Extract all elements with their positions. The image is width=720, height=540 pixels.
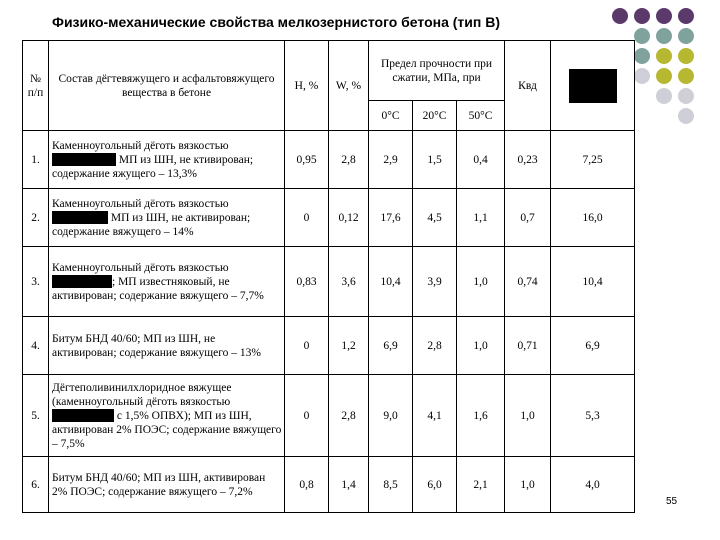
decor-dot: [634, 28, 650, 44]
row-description: [49, 247, 285, 317]
row-number: 4.: [23, 317, 49, 375]
cell-r0: 6,9: [369, 317, 413, 375]
decor-dot: [678, 108, 694, 124]
cell-kvd: 0,71: [505, 317, 551, 375]
decor-dot: [656, 8, 672, 24]
cell-w: 2,8: [329, 131, 369, 189]
cell-w: 1,4: [329, 457, 369, 513]
page-number: 55: [666, 496, 678, 507]
redacted-text: [52, 153, 116, 166]
cell-r20: 6,0: [413, 457, 457, 513]
header-t0: 0°С: [369, 101, 413, 131]
desc-part: с 1,5% ОПВХ); МП из ШН, активирован 2% ПОЭС; содержание вяжущего – 7,5%: [52, 409, 282, 450]
decor-dot: [656, 88, 672, 104]
cell-last: 5,3: [551, 375, 635, 457]
cell-r20: 3,9: [413, 247, 457, 317]
row-description: [49, 131, 285, 189]
table-row: [23, 317, 635, 375]
decor-dot: [678, 88, 694, 104]
cell-h: 0: [285, 375, 329, 457]
row-number: 3.: [23, 247, 49, 317]
decor-dot: [634, 48, 650, 64]
cell-last: 6,9: [551, 317, 635, 375]
cell-kvd: 1,0: [505, 375, 551, 457]
cell-kvd: 0,23: [505, 131, 551, 189]
cell-h: 0,8: [285, 457, 329, 513]
desc-part: Битум БНД 40/60; МП из ШН, не активирован; содержание вяжущего – 13%: [52, 332, 261, 359]
redacted-text: [52, 409, 114, 422]
row-number: 2.: [23, 189, 49, 247]
header-row: [23, 41, 635, 101]
desc-part: МП из ШН, не активирован; содержание вяжущего – 14%: [52, 211, 251, 238]
cell-r0: 8,5: [369, 457, 413, 513]
header-strength: Предел прочности при сжатии, МПа, при: [369, 41, 505, 101]
header-w: W, %: [329, 41, 369, 131]
header-h: Н, %: [285, 41, 329, 131]
table-row: [23, 189, 635, 247]
decor-dot: [634, 8, 650, 24]
desc-part: Каменноугольный дёготь вязкостью: [52, 261, 229, 274]
cell-h: 0: [285, 317, 329, 375]
row-description: [49, 317, 285, 375]
header-num: № п/п: [23, 41, 49, 131]
cell-r20: 1,5: [413, 131, 457, 189]
cell-w: 1,2: [329, 317, 369, 375]
row-number: 5.: [23, 375, 49, 457]
cell-last: 7,25: [551, 131, 635, 189]
cell-kvd: 1,0: [505, 457, 551, 513]
desc-part: Каменноугольный дёготь вязкостью: [52, 139, 229, 152]
cell-r20: 4,1: [413, 375, 457, 457]
cell-kvd: 0,74: [505, 247, 551, 317]
cell-r50: 1,0: [457, 247, 505, 317]
cell-h: 0: [285, 189, 329, 247]
decor-dot: [634, 68, 650, 84]
table-row: [23, 131, 635, 189]
properties-table: [22, 40, 635, 513]
cell-w: 0,12: [329, 189, 369, 247]
row-description: [49, 375, 285, 457]
cell-r20: 2,8: [413, 317, 457, 375]
cell-r50: 1,1: [457, 189, 505, 247]
redacted-box: [569, 69, 617, 103]
row-number: 1.: [23, 131, 49, 189]
table-row: [23, 375, 635, 457]
table-row: [23, 247, 635, 317]
cell-w: 2,8: [329, 375, 369, 457]
desc-part: Каменноугольный дёготь вязкостью: [52, 197, 229, 210]
row-number: 6.: [23, 457, 49, 513]
header-kvd-extra: [551, 41, 635, 131]
cell-h: 0,83: [285, 247, 329, 317]
cell-last: 4,0: [551, 457, 635, 513]
desc-part: МП из ШН, не ктивирован; содержание яжущего – 13,3%: [52, 153, 254, 180]
desc-part: ; МП известняковый, не активирован; содержание вяжущего – 7,7%: [52, 275, 264, 302]
decor-dot: [678, 48, 694, 64]
cell-last: 16,0: [551, 189, 635, 247]
cell-h: 0,95: [285, 131, 329, 189]
cell-r20: 4,5: [413, 189, 457, 247]
desc-part: Дёгтеполивинилхлоридное вяжущее (каменноугольный дёготь вязкостью: [52, 381, 232, 408]
header-t50: 50°С: [457, 101, 505, 131]
header-kvd: Квд: [505, 41, 551, 131]
redacted-text: [52, 211, 108, 224]
cell-r50: 1,0: [457, 317, 505, 375]
cell-last: 10,4: [551, 247, 635, 317]
row-description: [49, 457, 285, 513]
cell-r50: 2,1: [457, 457, 505, 513]
cell-kvd: 0,7: [505, 189, 551, 247]
table-row: [23, 457, 635, 513]
decor-dot: [678, 28, 694, 44]
decor-dot: [656, 68, 672, 84]
cell-r0: 9,0: [369, 375, 413, 457]
cell-r50: 1,6: [457, 375, 505, 457]
slide-title: Физико-механические свойства мелкозернистого бетона (тип В): [52, 14, 501, 30]
decor-dot: [656, 48, 672, 64]
decor-dot: [678, 68, 694, 84]
header-t20: 20°С: [413, 101, 457, 131]
cell-r0: 10,4: [369, 247, 413, 317]
decor-dot: [678, 8, 694, 24]
redacted-text: [52, 275, 112, 288]
header-composition: Состав дёгтевяжущего и асфальтовяжущего вещества в бетоне: [49, 41, 285, 131]
cell-w: 3,6: [329, 247, 369, 317]
desc-part: Битум БНД 40/60; МП из ШН, активирован 2% ПОЭС; содержание вяжущего – 7,2%: [52, 471, 266, 498]
row-description: [49, 189, 285, 247]
cell-r0: 17,6: [369, 189, 413, 247]
cell-r0: 2,9: [369, 131, 413, 189]
cell-r50: 0,4: [457, 131, 505, 189]
decor-dot: [656, 28, 672, 44]
decor-dot: [612, 8, 628, 24]
